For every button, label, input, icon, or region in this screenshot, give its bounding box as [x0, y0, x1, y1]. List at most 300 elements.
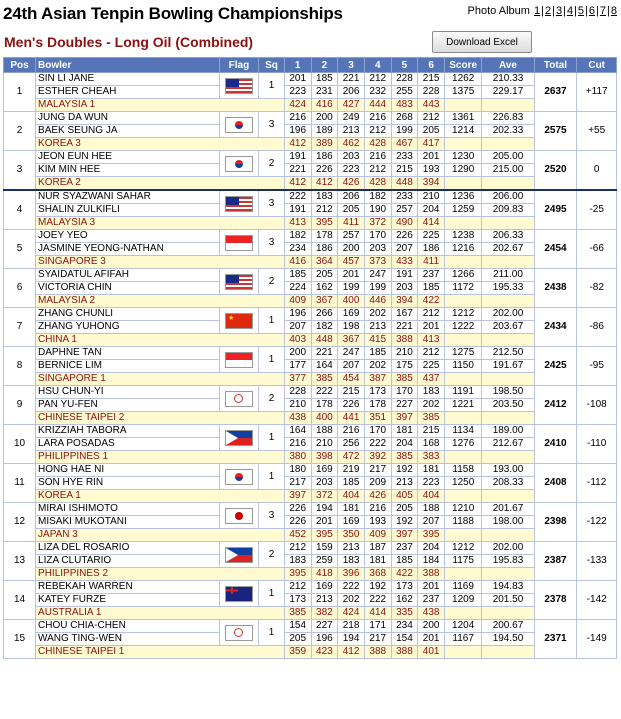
- position-cell: 10: [4, 425, 36, 464]
- cut-cell: -95: [577, 347, 617, 386]
- tp-flag-icon: [225, 625, 253, 641]
- ph-flag-icon: [225, 430, 253, 446]
- game-score: 186: [311, 243, 338, 256]
- player-score: 1209: [444, 594, 481, 607]
- photo-album-label: Photo Album: [467, 5, 530, 17]
- sg-flag-icon: [225, 352, 253, 368]
- team-name: KOREA 3: [36, 138, 285, 151]
- player-score: 1250: [444, 477, 481, 490]
- game-score: 193: [364, 516, 391, 529]
- team-score-blank: [444, 451, 481, 464]
- team-name: PHILIPPINES 1: [36, 451, 285, 464]
- column-header-bowler[interactable]: Bowler: [36, 58, 220, 73]
- cut-cell: -86: [577, 308, 617, 347]
- team-score-blank: [444, 412, 481, 425]
- team-game-score: 372: [364, 217, 391, 230]
- bowler-name[interactable]: KRIZZIAH TABORA: [36, 425, 220, 438]
- game-score: 200: [311, 112, 338, 125]
- bowler-name[interactable]: PAN YU-FEN: [36, 399, 220, 412]
- flag-cell: [219, 581, 259, 607]
- column-header-total[interactable]: Total: [534, 58, 577, 73]
- bowler-name[interactable]: LIZA CLUTARIO: [36, 555, 220, 568]
- player-row: [4, 386, 617, 399]
- photo-album-link-7[interactable]: 7: [599, 5, 607, 17]
- game-score: 181: [418, 464, 445, 477]
- player-average: 212.67: [482, 438, 534, 451]
- game-score: 201: [284, 73, 311, 86]
- game-score: 186: [311, 151, 338, 164]
- game-score: 201: [418, 321, 445, 334]
- team-game-score: 426: [338, 177, 365, 191]
- bowler-name[interactable]: REBEKAH WARREN: [36, 581, 220, 594]
- game-score: 216: [284, 438, 311, 451]
- team-game-score: 388: [418, 568, 445, 581]
- team-row: [4, 568, 617, 581]
- team-score-blank: [444, 177, 481, 191]
- game-score: 182: [284, 230, 311, 243]
- game-score: 201: [418, 581, 445, 594]
- team-game-score: 448: [391, 177, 418, 191]
- bowler-name[interactable]: BERNICE LIM: [36, 360, 220, 373]
- game-score: 185: [364, 347, 391, 360]
- game-score: 219: [338, 464, 365, 477]
- cut-cell: -82: [577, 269, 617, 308]
- team-ave-blank: [482, 568, 534, 581]
- bowler-name[interactable]: MISAKI MUKOTANI: [36, 516, 220, 529]
- game-score: 215: [418, 425, 445, 438]
- player-row: [4, 282, 617, 295]
- flag-cell: [219, 73, 259, 99]
- my-flag-icon: [225, 78, 253, 94]
- team-game-score: 422: [418, 295, 445, 308]
- game-score: 185: [284, 269, 311, 282]
- game-score: 180: [284, 464, 311, 477]
- team-game-score: 444: [364, 99, 391, 112]
- game-score: 226: [391, 230, 418, 243]
- game-score: 256: [338, 438, 365, 451]
- bowler-name[interactable]: CHOU CHIA-CHEN: [36, 620, 220, 633]
- player-row: [4, 360, 617, 373]
- bowler-name[interactable]: HONG HAE NI: [36, 464, 220, 477]
- bowler-name[interactable]: KATEY FURZE: [36, 594, 220, 607]
- team-game-score: 438: [418, 607, 445, 620]
- player-score: 1361: [444, 112, 481, 125]
- game-score: 201: [418, 151, 445, 164]
- game-score: 222: [311, 386, 338, 399]
- cut-cell: -112: [577, 464, 617, 503]
- team-row: [4, 607, 617, 620]
- player-average: 198.50: [482, 386, 534, 399]
- photo-album-nav: [468, 5, 618, 17]
- position-cell: 12: [4, 503, 36, 542]
- flag-cell: [219, 386, 259, 412]
- bowler-name[interactable]: JUNG DA WUN: [36, 112, 220, 125]
- photo-album-link-8[interactable]: 8: [610, 5, 617, 17]
- game-score: 222: [364, 438, 391, 451]
- game-score: 212: [418, 112, 445, 125]
- team-game-score: 404: [418, 490, 445, 503]
- game-score: 191: [284, 204, 311, 217]
- game-score: 198: [338, 321, 365, 334]
- player-row: [4, 269, 617, 282]
- position-cell: 6: [4, 269, 36, 308]
- team-game-score: 401: [418, 646, 445, 659]
- game-score: 203: [364, 243, 391, 256]
- team-game-score: 416: [284, 256, 311, 269]
- team-game-score: 397: [391, 529, 418, 542]
- game-score: 205: [418, 125, 445, 138]
- bowler-name[interactable]: SIN LI JANE: [36, 73, 220, 86]
- player-row: [4, 151, 617, 164]
- player-average: 194.83: [482, 581, 534, 594]
- cut-cell: -108: [577, 386, 617, 425]
- player-row: [4, 581, 617, 594]
- game-score: 205: [284, 633, 311, 646]
- bowler-name[interactable]: JASMINE YEONG-NATHAN: [36, 243, 220, 256]
- game-score: 206: [338, 190, 365, 204]
- team-total: 2434: [534, 308, 577, 347]
- game-score: 178: [311, 399, 338, 412]
- team-game-score: 394: [418, 177, 445, 191]
- album-separator: |: [552, 5, 555, 17]
- game-score: 226: [284, 516, 311, 529]
- game-score: 233: [391, 151, 418, 164]
- team-ave-blank: [482, 334, 534, 347]
- team-score-blank: [444, 217, 481, 230]
- team-game-score: 377: [284, 373, 311, 386]
- bowler-name[interactable]: HSU CHUN-YI: [36, 386, 220, 399]
- team-game-score: 424: [338, 607, 365, 620]
- bowler-name[interactable]: MIRAI ISHIMOTO: [36, 503, 220, 516]
- game-score: 170: [364, 425, 391, 438]
- player-row: [4, 230, 617, 243]
- game-score: 213: [338, 542, 365, 555]
- game-score: 203: [311, 477, 338, 490]
- column-header-ave[interactable]: Ave: [482, 58, 534, 73]
- team-game-score: 385: [418, 412, 445, 425]
- player-row: [4, 555, 617, 568]
- player-average: 201.50: [482, 594, 534, 607]
- team-ave-blank: [482, 177, 534, 191]
- player-average: 203.67: [482, 321, 534, 334]
- team-game-score: 395: [311, 529, 338, 542]
- team-row: [4, 295, 617, 308]
- ph-flag-icon: [225, 547, 253, 563]
- bowler-name[interactable]: SON HYE RIN: [36, 477, 220, 490]
- column-header-3[interactable]: 3: [338, 58, 365, 73]
- flag-cell: [219, 620, 259, 646]
- player-average: 194.50: [482, 633, 534, 646]
- team-game-score: 472: [338, 451, 365, 464]
- player-average: 202.00: [482, 308, 534, 321]
- player-row: [4, 425, 617, 438]
- column-header-sq[interactable]: Sq: [259, 58, 285, 73]
- player-average: 210.33: [482, 73, 534, 86]
- game-score: 199: [391, 125, 418, 138]
- photo-album-links: [533, 5, 618, 17]
- cut-cell: -66: [577, 230, 617, 269]
- game-score: 183: [338, 555, 365, 568]
- team-game-score: 400: [338, 295, 365, 308]
- game-score: 169: [311, 581, 338, 594]
- bowler-name[interactable]: SHALIN ZULKIFLI: [36, 204, 220, 217]
- column-header-flag[interactable]: Flag: [219, 58, 259, 73]
- team-game-score: 422: [391, 568, 418, 581]
- page-title: 24th Asian Tenpin Bowling Championships: [3, 4, 343, 23]
- game-score: 171: [364, 620, 391, 633]
- game-score: 186: [418, 243, 445, 256]
- team-game-score: 413: [284, 217, 311, 230]
- game-score: 191: [284, 151, 311, 164]
- game-score: 202: [364, 308, 391, 321]
- team-row: [4, 99, 617, 112]
- game-score: 202: [364, 360, 391, 373]
- album-separator: |: [563, 5, 566, 17]
- team-game-score: 427: [338, 99, 365, 112]
- flag-cell: [219, 542, 259, 568]
- game-score: 204: [418, 204, 445, 217]
- team-game-score: 373: [364, 256, 391, 269]
- game-score: 259: [311, 555, 338, 568]
- team-ave-blank: [482, 138, 534, 151]
- column-header-5[interactable]: 5: [391, 58, 418, 73]
- team-game-score: 382: [311, 607, 338, 620]
- game-score: 178: [364, 399, 391, 412]
- game-score: 162: [311, 282, 338, 295]
- team-ave-blank: [482, 646, 534, 659]
- game-score: 221: [284, 164, 311, 177]
- download-excel-button[interactable]: Download Excel: [432, 31, 532, 53]
- bowler-name[interactable]: ESTHER CHEAH: [36, 86, 220, 99]
- column-header-score[interactable]: Score: [444, 58, 481, 73]
- team-game-score: 409: [364, 529, 391, 542]
- game-score: 181: [338, 503, 365, 516]
- game-score: 203: [338, 151, 365, 164]
- column-header-pos[interactable]: Pos: [4, 58, 36, 73]
- player-row: [4, 190, 617, 204]
- photo-album-link-6[interactable]: 6: [588, 5, 596, 17]
- kr-flag-icon: [225, 469, 253, 485]
- squad-cell: 3: [259, 503, 285, 529]
- team-game-score: 423: [311, 646, 338, 659]
- game-score: 217: [284, 477, 311, 490]
- game-score: 201: [311, 516, 338, 529]
- team-game-score: 398: [311, 451, 338, 464]
- game-score: 212: [418, 308, 445, 321]
- player-score: 1210: [444, 503, 481, 516]
- game-score: 210: [391, 347, 418, 360]
- team-name: SINGAPORE 1: [36, 373, 285, 386]
- photo-album-link-4[interactable]: 4: [566, 5, 574, 17]
- team-score-blank: [444, 607, 481, 620]
- game-score: 216: [284, 112, 311, 125]
- team-game-score: 395: [284, 568, 311, 581]
- player-average: 189.00: [482, 425, 534, 438]
- player-row: [4, 633, 617, 646]
- team-row: [4, 256, 617, 269]
- team-game-score: 428: [364, 138, 391, 151]
- game-score: 255: [391, 86, 418, 99]
- game-score: 227: [391, 399, 418, 412]
- squad-cell: 2: [259, 269, 285, 295]
- team-ave-blank: [482, 529, 534, 542]
- team-game-score: 351: [364, 412, 391, 425]
- player-average: 211.00: [482, 269, 534, 282]
- player-score: 1236: [444, 190, 481, 204]
- team-game-score: 359: [284, 646, 311, 659]
- game-score: 170: [391, 386, 418, 399]
- team-row: [4, 177, 617, 191]
- column-header-6[interactable]: 6: [418, 58, 445, 73]
- team-game-score: 388: [391, 334, 418, 347]
- game-score: 205: [391, 503, 418, 516]
- position-cell: 13: [4, 542, 36, 581]
- game-score: 234: [284, 243, 311, 256]
- team-game-score: 397: [284, 490, 311, 503]
- column-header-2[interactable]: 2: [311, 58, 338, 73]
- bowler-name[interactable]: NUR SYAZWANI SAHAR: [36, 190, 220, 204]
- player-score: 1221: [444, 399, 481, 412]
- team-total: 2425: [534, 347, 577, 386]
- bowler-name[interactable]: KIM MIN HEE: [36, 164, 220, 177]
- player-row: [4, 347, 617, 360]
- game-score: 212: [418, 347, 445, 360]
- bowler-name[interactable]: BAEK SEUNG JA: [36, 125, 220, 138]
- team-game-score: 335: [391, 607, 418, 620]
- column-header-4[interactable]: 4: [364, 58, 391, 73]
- photo-album-link-3[interactable]: 3: [555, 5, 563, 17]
- team-score-blank: [444, 334, 481, 347]
- bowler-name[interactable]: ZHANG YUHONG: [36, 321, 220, 334]
- player-average: 191.67: [482, 360, 534, 373]
- squad-cell: 3: [259, 112, 285, 138]
- team-total: 2378: [534, 581, 577, 620]
- album-separator: |: [607, 5, 610, 17]
- bowler-name[interactable]: DAPHNE TAN: [36, 347, 220, 360]
- game-score: 212: [284, 581, 311, 594]
- team-game-score: 404: [338, 490, 365, 503]
- game-score: 221: [338, 73, 365, 86]
- game-score: 202: [418, 399, 445, 412]
- album-separator: |: [541, 5, 544, 17]
- game-score: 226: [338, 399, 365, 412]
- team-ave-blank: [482, 217, 534, 230]
- team-score-blank: [444, 295, 481, 308]
- game-score: 189: [311, 125, 338, 138]
- squad-cell: 2: [259, 151, 285, 177]
- game-score: 196: [284, 125, 311, 138]
- flag-cell: [219, 464, 259, 490]
- team-game-score: 452: [284, 529, 311, 542]
- game-score: 212: [284, 542, 311, 555]
- game-score: 169: [338, 516, 365, 529]
- bowler-name[interactable]: ZHANG CHUNLI: [36, 308, 220, 321]
- player-average: 198.00: [482, 516, 534, 529]
- player-score: 1375: [444, 86, 481, 99]
- player-score: 1230: [444, 151, 481, 164]
- game-score: 215: [418, 73, 445, 86]
- player-average: 203.50: [482, 399, 534, 412]
- cut-cell: +55: [577, 112, 617, 151]
- bowler-name[interactable]: WANG TING-WEN: [36, 633, 220, 646]
- player-row: [4, 399, 617, 412]
- player-row: [4, 164, 617, 177]
- bowler-name[interactable]: VICTORIA CHIN: [36, 282, 220, 295]
- flag-cell: [219, 308, 259, 334]
- game-score: 228: [418, 86, 445, 99]
- team-name: PHILIPPINES 2: [36, 568, 285, 581]
- cut-cell: -142: [577, 581, 617, 620]
- game-score: 182: [364, 190, 391, 204]
- game-score: 231: [311, 86, 338, 99]
- team-game-score: 428: [364, 177, 391, 191]
- game-score: 164: [284, 425, 311, 438]
- game-score: 173: [284, 594, 311, 607]
- game-score: 209: [364, 477, 391, 490]
- game-score: 173: [364, 386, 391, 399]
- game-score: 199: [338, 282, 365, 295]
- column-header-cut[interactable]: Cut: [577, 58, 617, 73]
- bowler-name[interactable]: SYAIDATUL AFIFAH: [36, 269, 220, 282]
- team-score-blank: [444, 99, 481, 112]
- team-game-score: 385: [391, 451, 418, 464]
- column-header-1[interactable]: 1: [284, 58, 311, 73]
- team-ave-blank: [482, 99, 534, 112]
- game-score: 202: [338, 594, 365, 607]
- game-score: 185: [418, 282, 445, 295]
- team-game-score: 424: [284, 99, 311, 112]
- game-score: 207: [391, 243, 418, 256]
- game-score: 200: [418, 620, 445, 633]
- team-total: 2408: [534, 464, 577, 503]
- game-score: 237: [391, 542, 418, 555]
- team-game-score: 414: [418, 217, 445, 230]
- team-name: AUSTRALIA 1: [36, 607, 285, 620]
- team-row: [4, 451, 617, 464]
- squad-cell: 1: [259, 73, 285, 99]
- game-score: 207: [418, 516, 445, 529]
- game-score: 196: [284, 308, 311, 321]
- cut-cell: -25: [577, 190, 617, 230]
- bowler-name[interactable]: JEON EUN HEE: [36, 151, 220, 164]
- photo-album-link-1[interactable]: 1: [533, 5, 541, 17]
- photo-album-link-5[interactable]: 5: [577, 5, 585, 17]
- player-average: 195.33: [482, 282, 534, 295]
- team-total: 2438: [534, 269, 577, 308]
- bowler-name[interactable]: LIZA DEL ROSARIO: [36, 542, 220, 555]
- game-score: 204: [418, 542, 445, 555]
- team-game-score: 396: [338, 568, 365, 581]
- squad-cell: 2: [259, 386, 285, 412]
- game-score: 173: [391, 581, 418, 594]
- team-row: [4, 490, 617, 503]
- game-score: 167: [391, 308, 418, 321]
- team-game-score: 397: [391, 412, 418, 425]
- team-game-score: 462: [338, 138, 365, 151]
- game-score: 212: [364, 73, 391, 86]
- bowler-name[interactable]: JOEY YEO: [36, 230, 220, 243]
- photo-album-link-2[interactable]: 2: [544, 5, 552, 17]
- squad-cell: 1: [259, 581, 285, 607]
- game-score: 226: [311, 164, 338, 177]
- game-score: 170: [364, 230, 391, 243]
- game-score: 225: [418, 230, 445, 243]
- game-score: 168: [418, 438, 445, 451]
- team-game-score: 383: [418, 451, 445, 464]
- team-game-score: 395: [311, 217, 338, 230]
- bowler-name[interactable]: LARA POSADAS: [36, 438, 220, 451]
- game-score: 221: [311, 347, 338, 360]
